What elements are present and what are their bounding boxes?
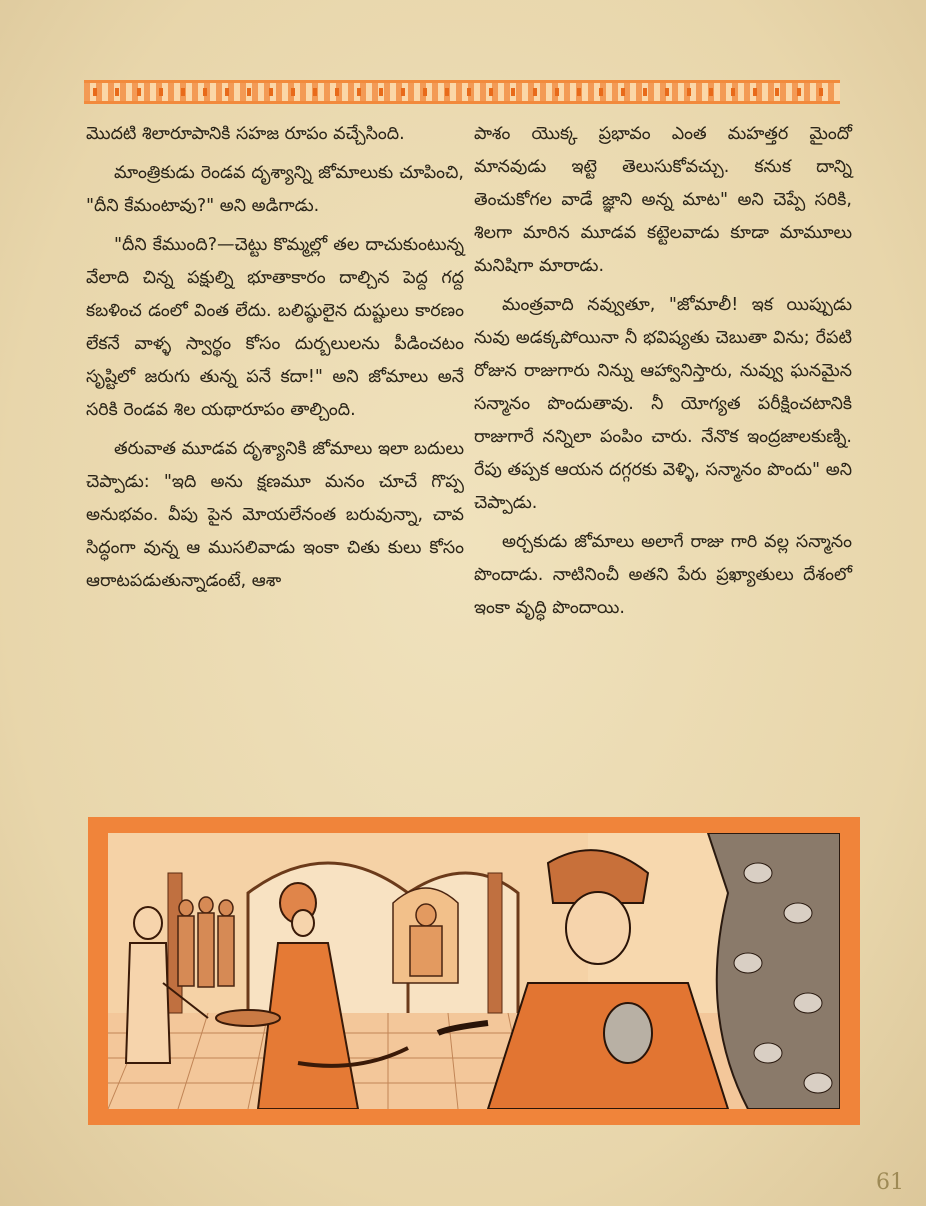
paragraph: మంత్రవాది నవ్వుతూ, "జోమాలీ! ఇక యిప్పుడు నువు అడక్కపోయినా నీ భవిష్యతు చెబుతా విను; రేపటి రోజున రాజుగారు నిన్ను ఆహ్వానిస్తారు, నువ్వు ఘనమైన సన్మానం పొందుతావు. నీ యోగ్యత పరీక్షించటానికి రాజుగారే నన్నిలా పంపిం చారు. నేనొక ఇంద్రజాలకుణ్ని. రేపు తప్పక ఆయన దగ్గరకు వెళ్ళి, సన్మానం పొందు" అని చెప్పాడు. — [474, 295, 852, 513]
paragraph: "దీని కేముంది?—చెట్టు కొమ్మల్లో తల దాచుకుంటున్న వేలాది చిన్న పక్షుల్ని భూతాకారం దాల్చిన పెద్ద గద్ద కబళించ డంలో వింత లేదు. బలిష్ఠులైన దుష్టులు కారణం లేకనే వాళ్ళ స్వార్థం కోసం దుర్బలులను పీడించటం సృష్టిలో జరుగు తున్న పనే కదా!" అని జోమాలు అనే సరికి రెండవ శిల యథారూపం తాల్చింది. — [86, 235, 464, 420]
court-scene-illustration — [108, 833, 840, 1109]
left-text-column — [86, 118, 464, 604]
illustration-frame — [88, 817, 860, 1125]
paragraph: తరువాత మూడవ దృశ్యానికి జోమాలు ఇలా బదులు చెప్పాడు: "ఇది అను క్షణమూ మనం చూచే గొప్ప అనుభవం. వీపు పైన మోయలేనంత బరువున్నా, చావ సిద్ధంగా వున్న ఆ ముసలివాడు ఇంకా చితు కులు కోసం ఆరాటపడుతున్నాడంటే, ఆశా — [86, 439, 464, 591]
paragraph: మొదటి శిలారూపానికి సహజ రూపం వచ్చేసింది. — [86, 124, 405, 144]
court-scene-drawing — [108, 833, 840, 1109]
decorative-border — [84, 80, 840, 104]
page-number: 61 — [876, 1170, 904, 1195]
paragraph: పాశం యొక్క ప్రభావం ఎంత మహత్తర మైందో మానవుడు ఇట్టె తెలుసుకోవచ్చు. కనుక దాన్ని తెంచుకోగల వాడే జ్ఞాని అన్న మాట" అని చెప్పే సరికి, శిలగా మారిన మూడవ కట్టెలవాడు కూడా మామూలు మనిషిగా మారాడు. — [474, 124, 852, 276]
paragraph: మాంత్రికుడు రెండవ దృశ్యాన్ని జోమాలుకు చూపించి, "దీని కేమంటావు?" అని అడిగాడు. — [86, 163, 464, 216]
right-text-column — [474, 118, 852, 631]
paragraph: అర్చకుడు జోమాలు అలాగే రాజు గారి వల్ల సన్మానం పొందాడు. నాటినించీ అతని పేరు ప్రఖ్యాతులు దేశంలో ఇంకా వృద్ధి పొందాయి. — [474, 532, 852, 618]
